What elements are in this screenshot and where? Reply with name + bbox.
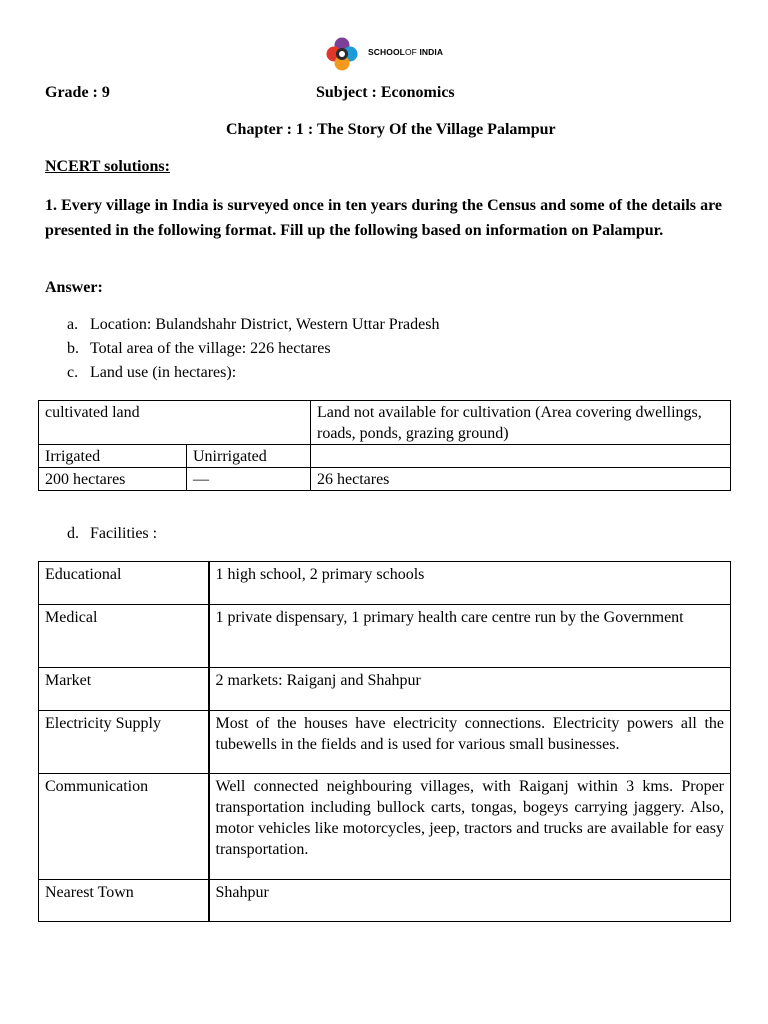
facility-label: Communication [39,774,209,880]
unirrigated-label: Unirrigated [187,445,311,468]
not-available-value: 26 hectares [311,468,731,491]
list-item-facilities [67,525,157,543]
table-row [39,668,731,711]
land-use-table [38,400,731,491]
list-item-text: Land use (in hectares): [90,364,237,381]
list-item-text: Facilities : [90,525,158,542]
section-title: NCERT solutions: [45,158,170,175]
list-marker: a. [67,316,79,333]
facility-label: Electricity Supply [39,711,209,774]
facility-value: Well connected neighbouring villages, with Raiganj within 3 kms. Proper transportation including bullock carts, tongas, bogeys carrying jaggery. Also, motor vehicles like motorcycles, jeep, tractors and trucks are available for easy transportation. [209,774,731,880]
not-available-header: Land not available for cultivation (Area covering dwellings, roads, ponds, grazing ground) [311,401,731,445]
logo-text-of: OF [404,47,417,57]
question-1: 1. Every village in India is surveyed once in ten years during the Census and some of the details are presented in the following format. Fill up the following based on information on Palampur. [45,197,722,239]
facility-value: Most of the houses have electricity connections. Electricity powers all the tubewells in the fields and is used for various small businesses. [209,711,731,774]
logo-text-school: SCHOOL [368,47,405,57]
answer-label: Answer: [45,279,103,296]
facility-value: 1 high school, 2 primary schools [209,562,731,605]
facilities-table [38,561,731,922]
list-item-land-use [67,364,236,382]
list-marker: d. [67,525,79,542]
irrigated-label: Irrigated [39,445,187,468]
list-item-location [67,316,439,334]
table-row [39,468,731,491]
table-row [39,401,731,445]
facility-label: Market [39,668,209,711]
logo-circles-icon [324,36,366,72]
facility-label: Medical [39,605,209,668]
school-of-india-logo [324,36,464,72]
facility-value: 1 private dispensary, 1 primary health care centre run by the Government [209,605,731,668]
table-row [39,562,731,605]
list-marker: b. [67,340,79,357]
cultivated-land-header: cultivated land [39,401,311,445]
grade-label: Grade : 9 [45,84,110,101]
table-row [39,605,731,668]
empty-cell [311,445,731,468]
facility-label: Educational [39,562,209,605]
list-item-text: Total area of the village: 226 hectares [90,340,331,357]
logo-text-india: INDIA [419,47,444,57]
table-row [39,445,731,468]
facility-label: Nearest Town [39,880,209,922]
list-marker: c. [67,364,79,381]
chapter-title: Chapter : 1 : The Story Of the Village Palampur [226,121,556,138]
irrigated-value: 200 hectares [39,468,187,491]
unirrigated-value: — [187,468,311,491]
table-row [39,880,731,922]
logo-text [368,47,443,57]
facility-value: Shahpur [209,880,731,922]
facility-value: 2 markets: Raiganj and Shahpur [209,668,731,711]
subject-label: Subject : Economics [316,84,455,101]
list-item-text: Location: Bulandshahr District, Western Uttar Pradesh [90,316,440,333]
list-item-total-area [67,340,331,358]
table-row [39,711,731,774]
table-row [39,774,731,880]
